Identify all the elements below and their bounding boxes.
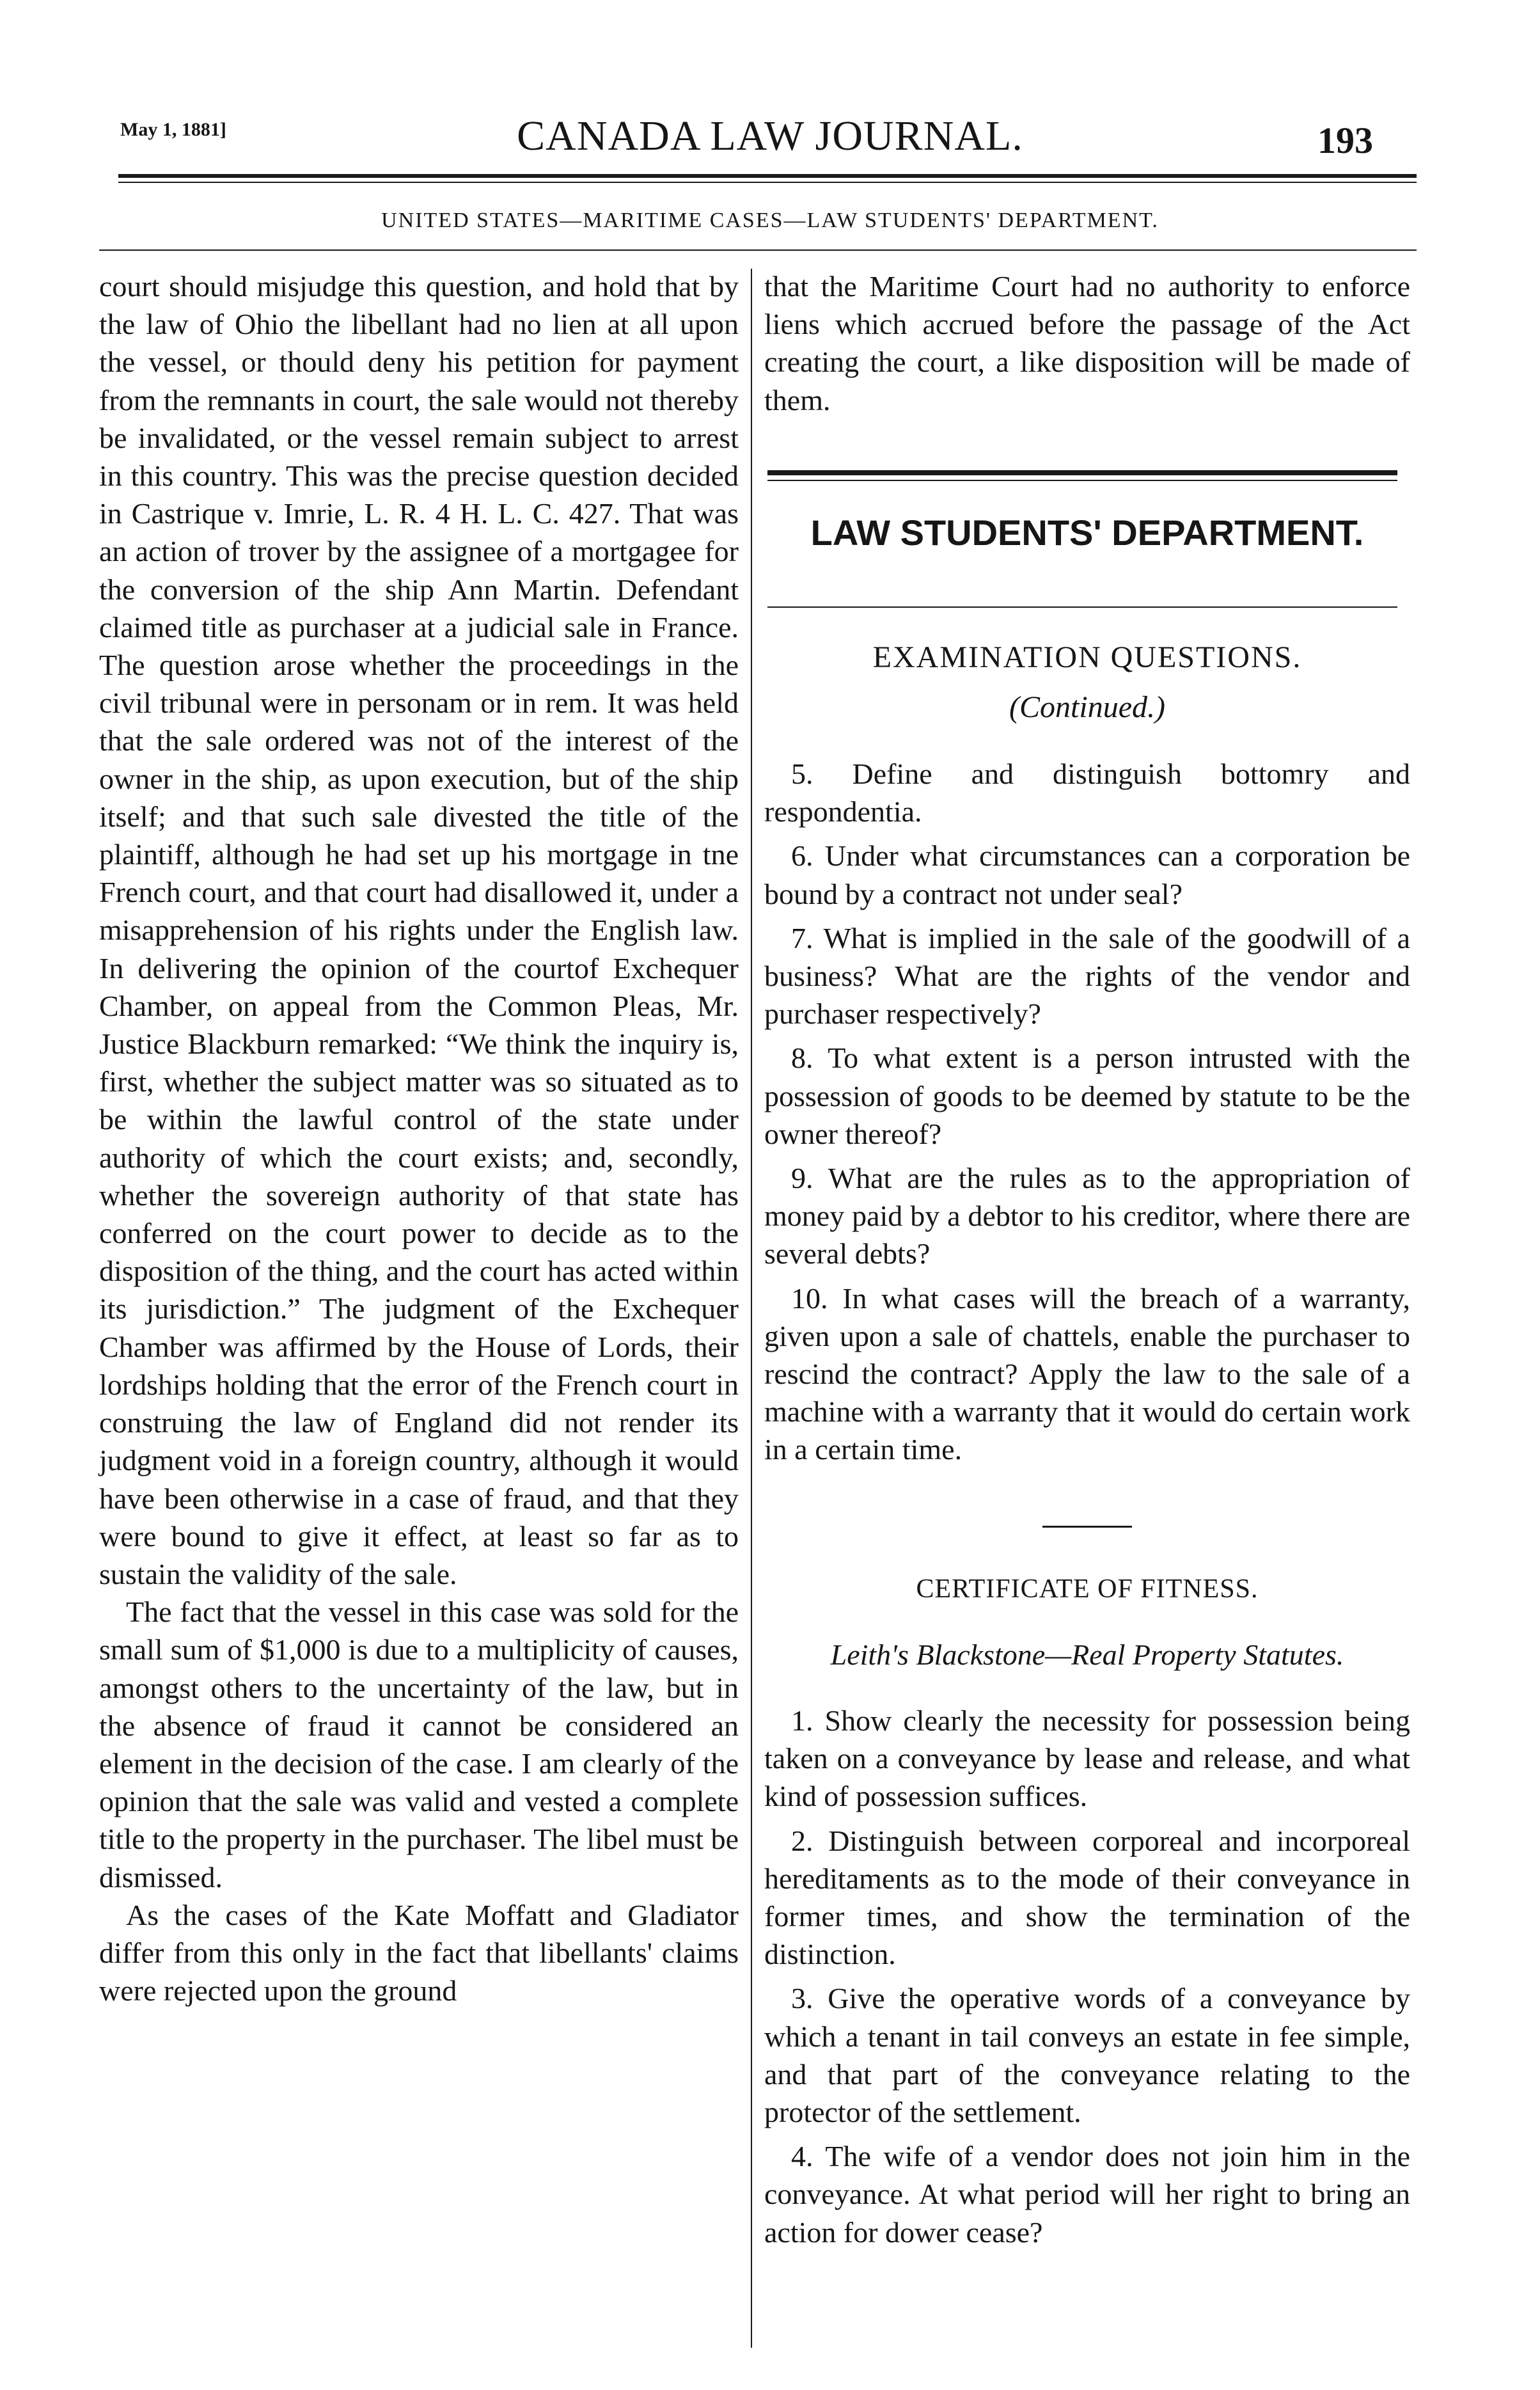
header-rule-thick [118,174,1417,178]
exam-question: 6. Under what circumstances can a corporation be bound by a contract not under seal? [764,839,1410,910]
certificate-subheading: Leith's Blackstone—Real Property Statutes. [830,1638,1344,1671]
exam-question: 8. To what extent is a person intrusted with the possession of goods to be deemed by statute to be the owner thereof? [764,1041,1410,1150]
exam-question: 10. In what cases will the breach of a warranty, given upon a sale of chattels, enable the purchaser to rescind the contract? Apply the law to the sale of a machine with a warranty that it would do certain work in a certain time. [764,1281,1410,1466]
exam-question: 9. What are the rules as to the appropriation of money paid by a debtor to his creditor, where there are several debts? [764,1162,1410,1270]
certificate-heading: CERTIFICATE OF FITNESS. [916,1574,1259,1604]
journal-title: CANADA LAW JOURNAL. [517,113,1023,159]
page-subheading: UNITED STATES—MARITIME CASES—LAW STUDENTS' DEPARTMENT. [381,209,1159,232]
certificate-question: 3. Give the operative words of a conveyance by which a tenant in tail conveys an estate in fee simple, and that part of the conveyance relating to the protector of the settlement. [764,1982,1410,2129]
right-column-continuation [764,267,1410,419]
continued-note: (Continued.) [1009,690,1165,724]
left-paragraph-2: The fact that the vessel in this case was sold for the small sum of $1,000 is due to a multiplicity of causes, amongst others to the uncertainty of the law, but in the absence of fraud it cannot be considered an element in the decision of the case. I am clearly of the opinion that the sale was valid and vested a complete title to the property in the purchaser. The libel must be dismissed. [99,1595,739,1894]
left-column [99,267,739,2009]
exam-question: 5. Define and distinguish bottomry and respondentia. [764,757,1410,828]
dept-rule-top-thick [767,470,1397,475]
dept-rule-top-thin [767,480,1397,481]
certificate-question: 2. Distinguish between corporeal and incorporeal hereditaments as to the mode of their conveyance in former times, and show the termination of the distinction. [764,1824,1410,1971]
section-divider [1042,1526,1132,1528]
exam-question: 7. What is implied in the sale of the goodwill of a business? What are the rights of the vendor and purchaser respectively? [764,921,1410,1031]
left-paragraph-1: court should misjudge this question, and hold that by the law of Ohio the libellant had no lien at all upon the vessel, or thould deny his petition for payment from the remnants in court, the sale would not thereby be invalidated, or the vessel remain subject to arrest in this country. This was the precise question decided in Castrique v. Imrie, L. R. 4 H. L. C. 427. That was an action of trover by the assignee of a mortgagee for the conversion of the ship Ann Martin. Defendant claimed title as purchaser at a judicial sale in France. The question arose whether the proceedings in the civil tribunal were in personam or in rem. It was held that the sale ordered was not of the interest of the owner in the ship, as upon execution, but of the ship itself; and that such sale divested the title of the plaintiff, although he had set up his mortgage in tne French court, and that court had disallowed it, under a misapprehension of his rights under the English law. In delivering the opinion of the courtof Exchequer Chamber, on appeal from the Common Pleas, Mr. Justice Blackburn remarked: “We think the inquiry is, first, whether the subject matter was so situated as to be within the lawful control of the state under authority of which the court exists; and, secondly, whether the sovereign authority of that state has conferred on the court power to decide as to the disposition of the thing, and the court has acted within its jurisdiction.” The judgment of the Exchequer Chamber was affirmed by the House of Lords, their lordships holding that the error of the French court in construing the law of England did not render its judgment void in a foreign country, although it would have been otherwise in a case of fraud, and that they were bound to give it effect, at least so far as to sustain the validity of the sale. [99,270,739,1590]
column-divider [751,269,752,2348]
dept-rule-bottom [767,606,1397,608]
right-paragraph-top: that the Maritime Court had no authority to enforce liens which accrued before the passage of the Act creating the court, a like disposition will be made of them. [764,270,1410,416]
exam-heading: EXAMINATION QUESTIONS. [872,640,1302,674]
certificate-question: 1. Show clearly the necessity for possession being taken on a conveyance by lease and release, and what kind of possession suffices. [764,1704,1410,1813]
running-date: May 1, 1881] [120,119,226,140]
header-rule-thin [118,182,1417,183]
certificate-question: 4. The wife of a vendor does not join him in the conveyance. At what period will her right to bring an action for dower cease? [764,2140,1410,2249]
certificate-questions [764,1702,1410,2258]
left-paragraph-3: As the cases of the Kate Moffatt and Gladiator differ from this only in the fact that libellants' claims were rejected upon the ground [99,1898,739,2007]
page-number: 193 [1317,120,1373,161]
exam-questions [764,755,1410,1475]
department-heading: LAW STUDENTS' DEPARTMENT. [810,512,1364,553]
subheading-rule [99,249,1417,251]
